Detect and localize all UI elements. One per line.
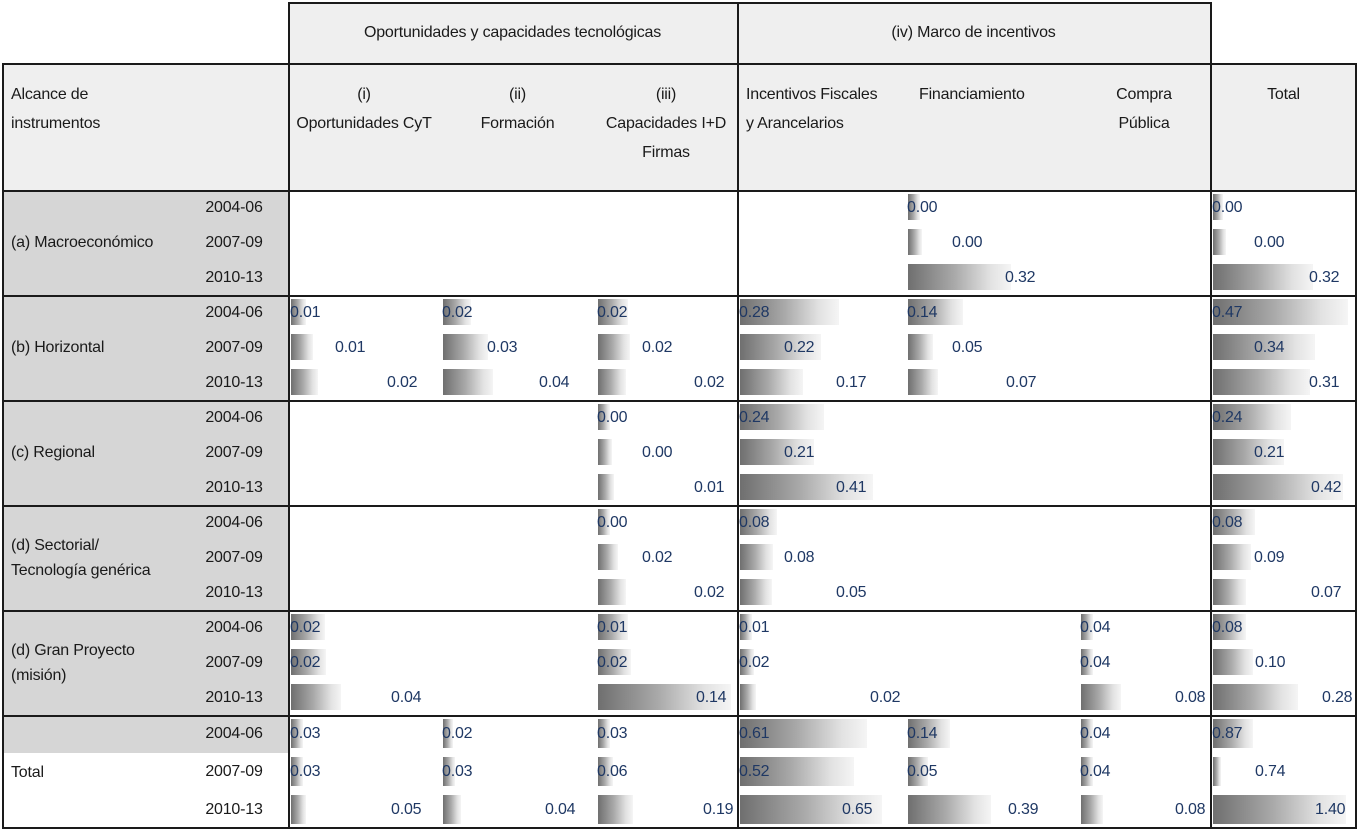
band-incentives-label: (iv) Marco de incentivos [891,23,1056,41]
value-bar [740,579,772,605]
value-label: 0.14 [907,304,938,321]
horizontal-rule [2,610,1357,612]
value-label: 0.28 [739,304,770,321]
vertical-rule [1210,2,1212,829]
value-label: 0.08 [1175,689,1206,706]
value-label: 0.32 [1309,269,1340,286]
value-bar [598,369,626,395]
value-label: 0.02 [694,584,725,601]
value-label: 0.07 [1311,584,1342,601]
value-bar [598,544,618,570]
value-bar [1213,684,1298,710]
period-label: 2010-13 [205,268,263,286]
value-bar [908,334,933,360]
header-col-financiamiento: Financiamiento [919,86,1025,103]
value-bar [908,795,991,824]
group-label [2,715,189,829]
value-bar [1213,757,1221,786]
group-label [2,505,189,610]
period-label: 2007-09 [205,763,263,780]
value-label: 0.02 [442,725,473,742]
value-label: 0.08 [1212,619,1243,636]
period-label: 2010-13 [205,478,263,496]
value-bar [598,474,614,500]
value-label: 0.08 [1175,801,1206,818]
group-label [2,400,189,505]
value-label: 0.03 [290,725,321,742]
period-label: 2004-06 [205,303,263,321]
value-label: 0.00 [952,234,983,251]
group-label-line: (b) Horizontal [11,339,105,356]
value-label: 0.42 [1311,479,1342,496]
horizontal-rule [2,190,1357,192]
value-label: 0.04 [1080,725,1111,742]
value-label: 0.14 [907,725,938,742]
value-label: 0.22 [784,339,815,356]
value-label: 0.05 [391,801,422,818]
value-label: 0.04 [545,801,576,818]
value-bar [1213,544,1251,570]
value-label: 0.02 [597,304,628,321]
header-col-oportunidades-cyt: (i) Oportunidades CyT [296,86,432,132]
value-label: 0.05 [836,584,867,601]
value-label: 0.74 [1255,763,1286,780]
period-label: 2007-09 [205,443,263,461]
value-label: 0.03 [290,763,321,780]
value-label: 0.52 [739,763,770,780]
value-label: 0.24 [1212,409,1243,426]
period-label: 2004-06 [205,618,263,636]
value-bar [1213,264,1313,290]
group-label-line: (misión) [11,666,67,684]
value-label: 0.28 [1322,689,1353,706]
horizontal-rule [2,827,1357,829]
value-bar [1081,795,1103,824]
value-bar [443,334,488,360]
value-label: 0.01 [335,339,366,356]
header-col-compra-publica: Compra Pública [1116,86,1172,132]
value-label: 0.02 [442,304,473,321]
value-label: 0.02 [739,654,770,671]
period-label: 2004-06 [205,408,263,426]
group-label-line: (a) Macroeconómico [11,234,154,251]
value-bar [1213,229,1226,255]
value-label: 0.00 [597,514,628,531]
value-label: 0.21 [784,444,815,461]
value-bar [291,369,318,395]
value-label: 0.65 [842,801,873,818]
value-bar [740,544,773,570]
value-label: 0.04 [1080,619,1111,636]
value-label: 0.04 [391,689,422,706]
period-label: 2004-06 [205,725,263,742]
period-label: 2010-13 [205,688,263,706]
value-label: 0.04 [1080,763,1111,780]
group-label-line: Tecnología genérica [11,561,151,579]
value-label: 0.05 [952,339,983,356]
value-bar [598,795,633,824]
period-label: 2010-13 [205,373,263,391]
value-label: 0.01 [694,479,725,496]
header-col-formacion: (ii) Formación [480,86,555,132]
horizontal-rule [288,2,1210,4]
band-tech-label: Oportunidades y capacidades tecnológicas [363,23,662,41]
value-bar [740,684,756,710]
header-col-incentivos-fiscales: Incentivos Fiscales y Arancelarios [746,86,878,132]
value-label: 0.87 [1212,725,1243,742]
value-label: 0.08 [784,549,815,566]
value-label: 0.09 [1254,549,1285,566]
value-label: 0.00 [1254,234,1285,251]
value-label: 0.01 [290,304,321,321]
value-label: 0.39 [1008,801,1039,818]
value-label: 0.03 [597,725,628,742]
value-label: 0.02 [870,689,901,706]
vertical-rule [1355,63,1357,829]
horizontal-rule [2,63,1357,65]
value-label: 0.03 [487,339,518,356]
value-label: 0.06 [597,763,628,780]
value-bar [1081,684,1121,710]
period-label: 2007-09 [205,338,263,356]
value-label: 1.40 [1315,801,1346,818]
value-label: 0.07 [1006,374,1037,391]
value-bar [598,579,626,605]
value-bar [908,264,1011,290]
value-label: 0.02 [290,619,321,636]
horizontal-rule [2,400,1357,402]
value-label: 0.34 [1254,339,1285,356]
vertical-rule [737,2,739,829]
value-label: 0.41 [836,479,867,496]
value-label: 0.02 [597,654,628,671]
value-label: 0.47 [1212,304,1243,321]
value-label: 0.00 [1212,199,1243,216]
value-label: 0.03 [442,763,473,780]
value-label: 0.04 [539,374,570,391]
period-label: 2007-09 [205,233,263,251]
vertical-rule [2,63,4,829]
horizontal-rule [2,715,1357,717]
value-label: 0.00 [597,409,628,426]
value-bar [1213,649,1253,675]
period-label: 2010-13 [205,801,263,818]
group-label-line: (d) Gran Proyecto [11,641,135,659]
period-label: 2007-09 [205,653,263,671]
group-label [2,610,189,715]
band-oportunidades-tecnologicas [288,2,737,63]
header-col-total: Total [1267,86,1300,103]
group-label-line: (d) Sectorial/ [11,536,99,554]
period-label: 2007-09 [205,548,263,566]
period-label: 2004-06 [205,198,263,216]
horizontal-rule [2,505,1357,507]
horizontal-rule [2,295,1357,297]
value-label: 0.00 [907,199,938,216]
period-label: 2010-13 [205,583,263,601]
value-bar [291,334,313,360]
value-bar [443,795,461,824]
value-label: 0.02 [290,654,321,671]
value-label: 0.02 [642,549,673,566]
value-label: 0.02 [642,339,673,356]
value-label: 0.02 [694,374,725,391]
value-label: 0.02 [387,374,418,391]
value-label: 0.01 [739,619,770,636]
value-label: 0.61 [739,725,770,742]
value-label: 0.24 [739,409,770,426]
value-bar [291,795,306,824]
value-bar [740,369,803,395]
value-bar [291,684,341,710]
group-label-line: (c) Regional [11,444,95,461]
group-label-line: Total [11,763,44,781]
value-label: 0.21 [1254,444,1285,461]
value-label: 0.05 [907,763,938,780]
value-label: 0.00 [642,444,673,461]
value-bar [908,369,938,395]
band-marco-incentivos [737,2,1210,63]
value-label: 0.01 [597,619,628,636]
value-bar [598,439,612,465]
value-bar [598,334,630,360]
group-label [2,190,189,295]
value-label: 0.08 [1212,514,1243,531]
value-label: 0.17 [836,374,867,391]
header-col-capacidades-id: (iii) Capacidades I+D Firmas [605,86,727,161]
value-bar [443,369,493,395]
value-label: 0.10 [1255,654,1286,671]
period-label: 2004-06 [205,513,263,531]
group-label [2,295,189,400]
value-label: 0.19 [703,801,734,818]
value-bar [908,229,922,255]
value-label: 0.14 [696,689,727,706]
header-alcance-instrumentos: Alcance de instrumentos [11,86,101,132]
value-label: 0.04 [1080,654,1111,671]
value-label: 0.31 [1309,374,1340,391]
value-bar [1213,369,1310,395]
vertical-rule [288,2,290,829]
value-bar [1213,579,1246,605]
value-label: 0.08 [739,514,770,531]
value-label: 0.32 [1005,269,1036,286]
